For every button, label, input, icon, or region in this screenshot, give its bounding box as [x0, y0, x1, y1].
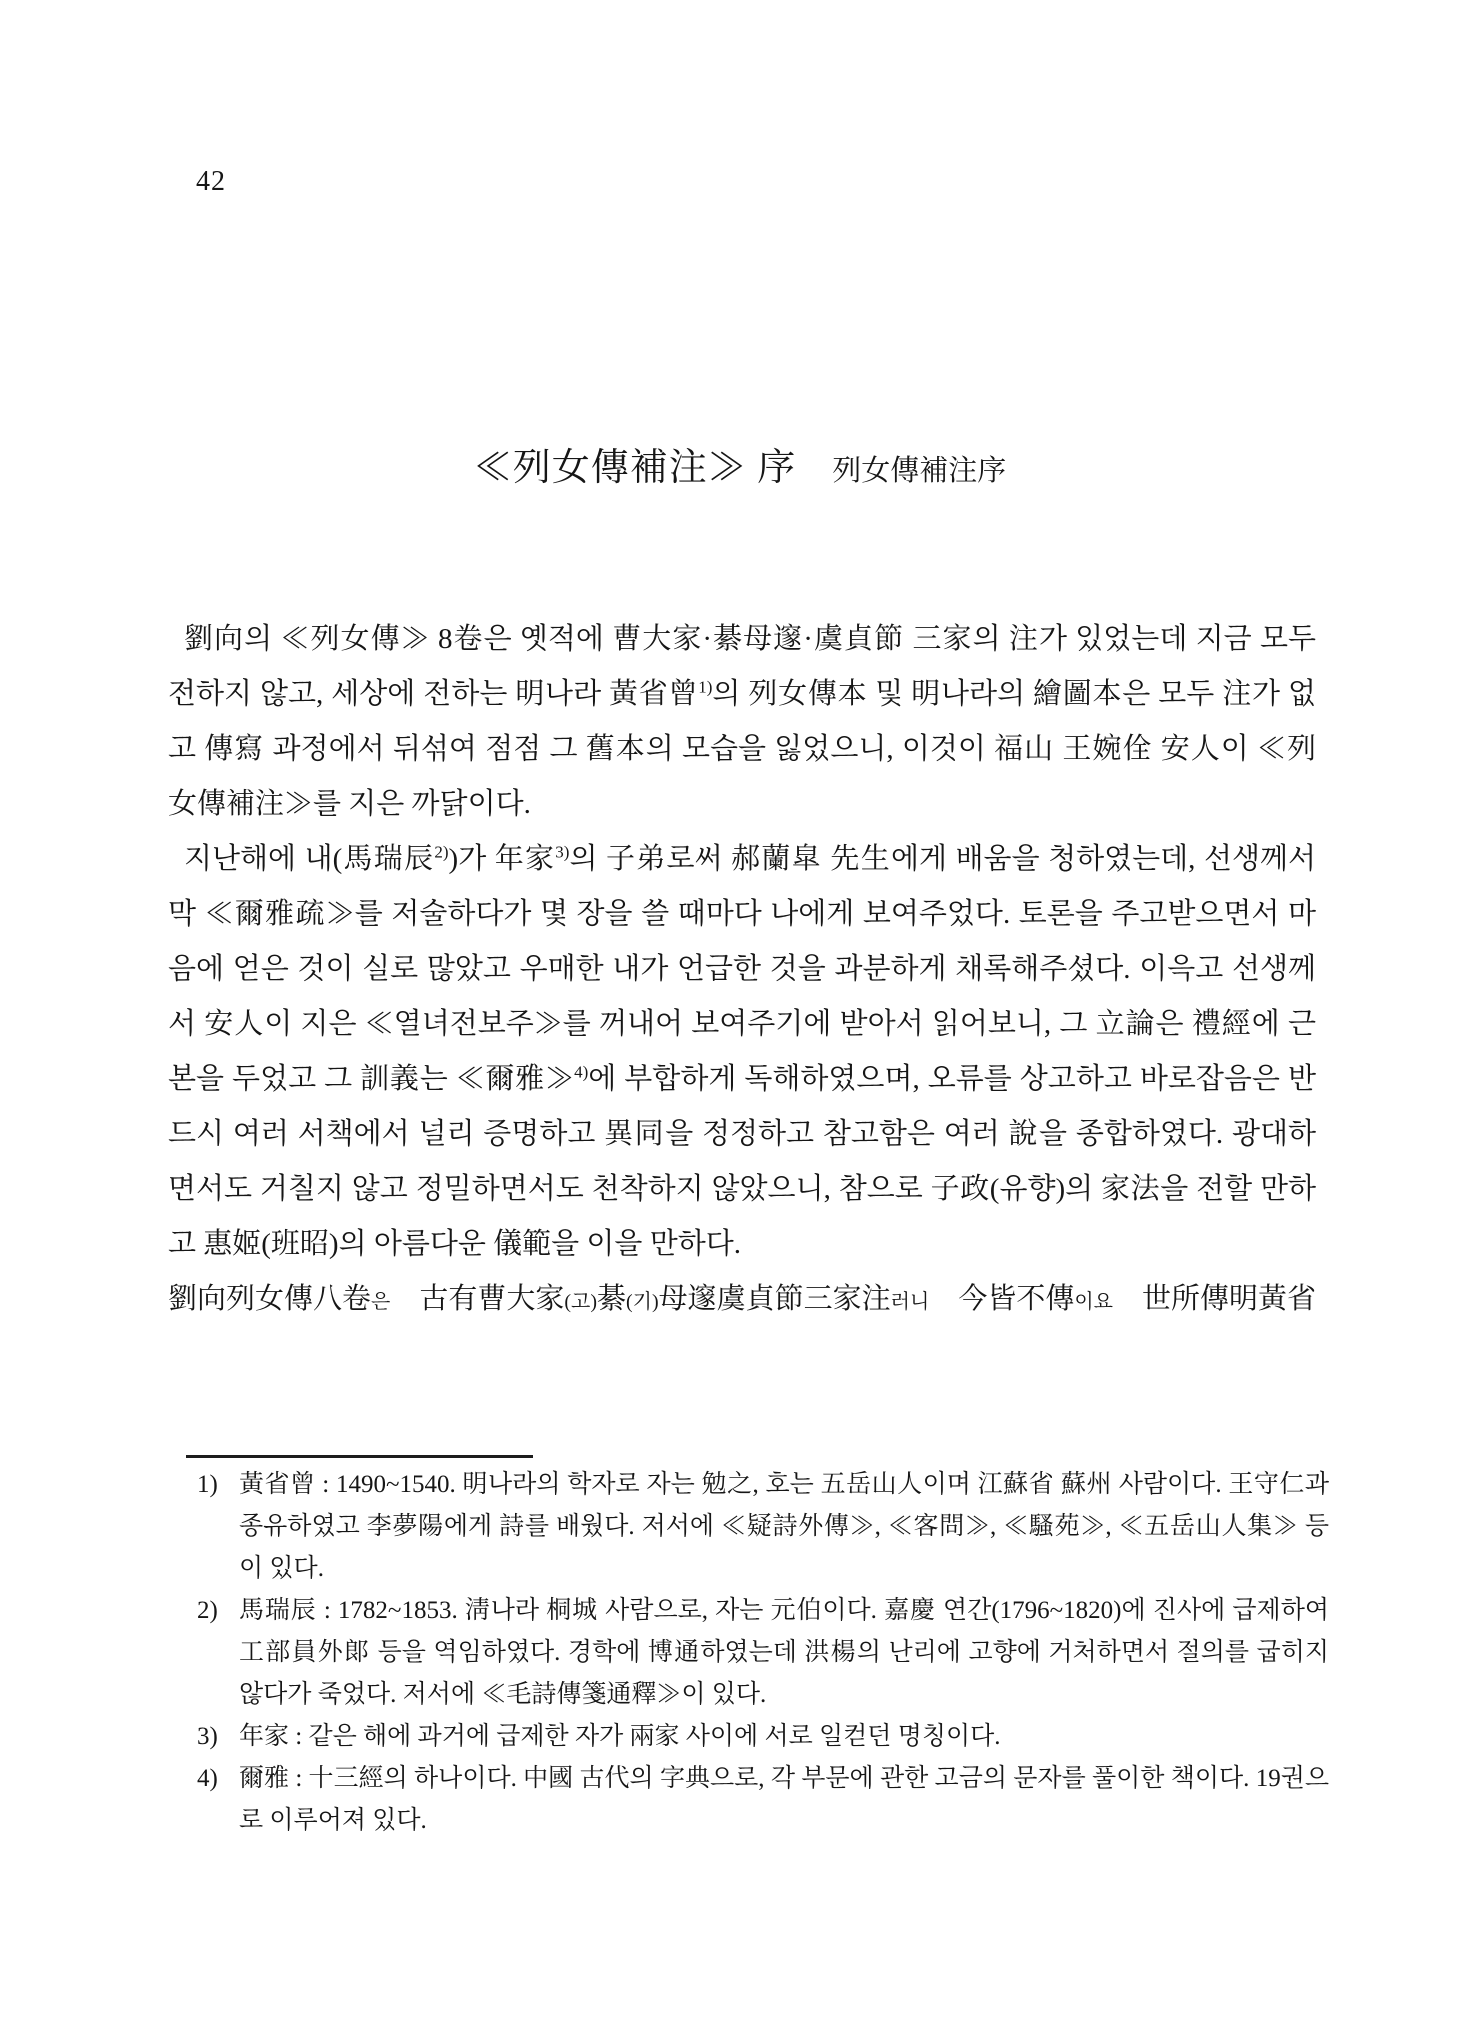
footnote-text: 馬瑞辰 : 1782~1853. 淸나라 桐城 사람으로, 자는 元伯이다. 嘉慶 연간(1796~1820)에 진사에 급제하여 工部員外郞 등을 역임하였다. 경학에 博通하였는데 洪楊의 난리에 고향에 거처하면서 절의를 굽히지 않다가 죽었다. 저서에 ≪毛詩傳箋通釋≫이 있다.	[239, 1597, 1329, 1708]
footnote-ref: 4)	[574, 1062, 589, 1082]
reading-suffix: (기)	[626, 1291, 659, 1313]
body-text	[168, 612, 1316, 1330]
footnote-text: 年家 : 같은 해에 과거에 급제한 자가 兩家 사이에 서로 일컫던 명칭이다.	[239, 1723, 1001, 1750]
chapter-title	[0, 436, 1480, 491]
footnote-text: 黃省曾 : 1490~1540. 明나라의 학자로 자는 勉之, 호는 五岳山人이며 江蘇省 蘇州 사람이다. 王守仁과 종유하였고 李夢陽에게 詩를 배웠다. 저서에 ≪疑詩外傳≫, ≪客問≫, ≪騷苑≫, ≪五岳山人集≫ 등이 있다.	[239, 1471, 1329, 1582]
footnote-item	[197, 1758, 1329, 1842]
reading-suffix: 은	[371, 1291, 391, 1313]
footnote-number: 1)	[197, 1471, 218, 1498]
footnote-number: 4)	[197, 1765, 218, 1792]
footnote-item	[197, 1590, 1329, 1716]
footnote-ref: 2)	[434, 842, 449, 862]
reading-suffix: (고)	[564, 1291, 597, 1313]
reading-suffix: 이요	[1074, 1291, 1113, 1313]
paragraph: 劉向의 ≪列女傳≫ 8卷은 옛적에 曹大家·綦母邃·虞貞節 三家의 注가 있었는데 지금 모두 전하지 않고, 세상에 전하는 明나라 黃省曾$^{1)}$의 列女傳本 및 明나라의 繪圖本은 모두 注가 없고 傳寫 과정에서 뒤섞여 점점 그 舊本의 모습을 잃었으니, 이것이 福山 王婉佺 安人이 ≪列女傳補注≫를 지은 까닭이다.	[168, 623, 1316, 820]
footnote-item	[197, 1464, 1329, 1590]
footnote-separator	[186, 1455, 533, 1458]
footnote-number: 3)	[197, 1723, 218, 1750]
footnote-item	[197, 1716, 1329, 1758]
footnote-list	[197, 1464, 1329, 1842]
paragraph: 劉向列女傳八卷은 古有曹大家(고)綦(기)母邃虞貞節三家注러니 今皆不傳이요 世所傳明黃省	[168, 1283, 1316, 1315]
chapter-title-main: ≪列女傳補注≫ 序	[473, 447, 797, 489]
paragraph: 지난해에 내(馬瑞辰$^{2)}$)가 年家$^{3)}$의 子弟로써 郝蘭皐 先生에게 배움을 청하였는데, 선생께서 막 ≪爾雅疏≫를 저술하다가 몇 장을 쓸 때마다 나에게 보여주었다. 토론을 주고받으면서 마음에 얻은 것이 실로 많았고 우매한 내가 언급한 것을 과분하게 채록해주셨다. 이윽고 선생께서 安人이 지은 ≪열녀전보주≫를 꺼내어 보여주기에 받아서 읽어보니, 그 立論은 禮經에 근본을 두었고 그 訓義는 ≪爾雅≫$^{4)}$에 부합하게 독해하였으며, 오류를 상고하고 바로잡음은 반드시 여러 서책에서 널리 증명하고 異同을 정정하고 참고함은 여러 說을 종합하였다. 광대하면서도 거칠지 않고 정밀하면서도 천착하지 않았으니, 참으로 子政(유향)의 家法을 전할 만하고 惠姬(班昭)의 아름다운 儀範을 이을 만하다.	[168, 842, 1317, 1260]
page-number: 42	[196, 166, 226, 197]
footnote-number: 2)	[197, 1597, 218, 1624]
footnote-ref: 3)	[555, 842, 570, 862]
chapter-title-sub: 列女傳補注序	[832, 455, 1007, 487]
footnote-text: 爾雅 : 十三經의 하나이다. 中國 古代의 字典으로, 각 부문에 관한 고금의 문자를 풀이한 책이다. 19권으로 이루어져 있다.	[239, 1765, 1329, 1834]
reading-suffix: 러니	[890, 1291, 930, 1313]
footnote-ref: 1)	[698, 677, 713, 697]
